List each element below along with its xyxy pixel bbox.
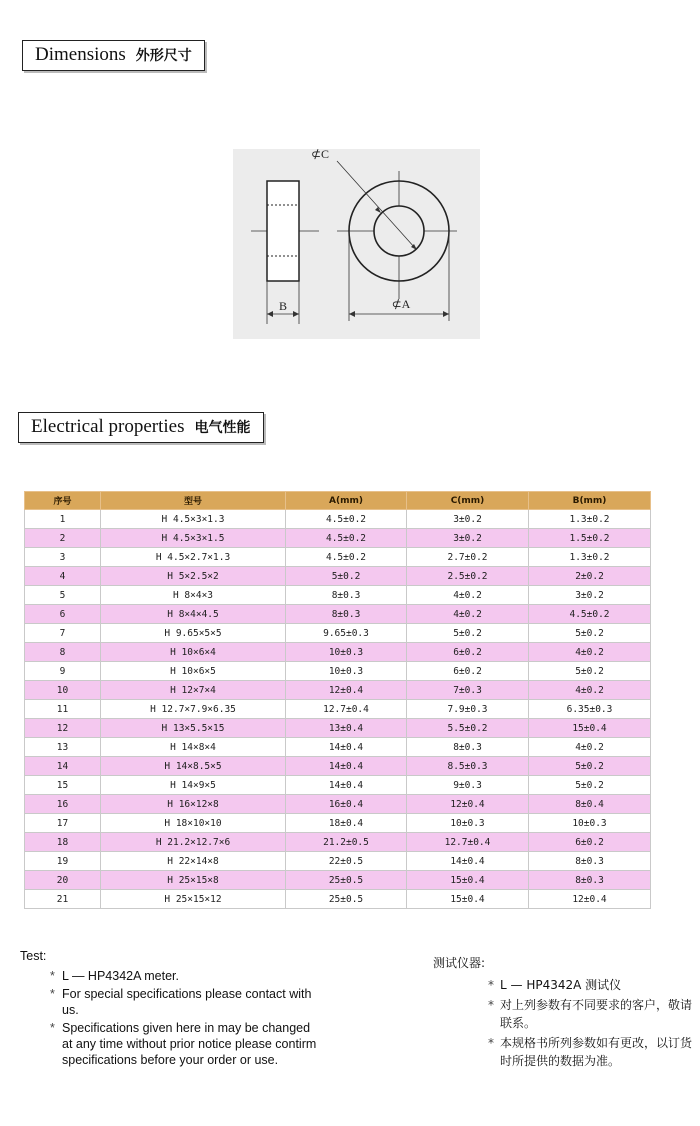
table-cell: 12.7±0.4 [286,700,407,719]
table-cell: 4±0.2 [529,738,651,757]
column-header: A(mm) [286,492,407,510]
table-cell: 10 [25,681,101,700]
table-cell: 8±0.3 [286,605,407,624]
table-cell: 14±0.4 [286,776,407,795]
test-note-item: * For special specifications please contact with us. [50,986,320,1018]
table-row [25,643,651,662]
table-cell: 22±0.5 [286,852,407,871]
table-row [25,871,651,890]
table-cell: H 8×4×3 [101,586,286,605]
table-cell: 9±0.3 [407,776,529,795]
table-cell: 7.9±0.3 [407,700,529,719]
table-cell: H 4.5×2.7×1.3 [101,548,286,567]
column-header: B(mm) [529,492,651,510]
table-cell: 5±0.2 [286,567,407,586]
table-row [25,852,651,871]
table-cell: 16 [25,795,101,814]
table-cell: 1.3±0.2 [529,510,651,529]
table-cell: 14±0.4 [407,852,529,871]
table-cell: 2 [25,529,101,548]
dimensions-section-title [22,40,205,71]
table-cell: 5.5±0.2 [407,719,529,738]
table-cell: 10±0.3 [529,814,651,833]
side-view-body [267,181,299,281]
table-cell: 4.5±0.2 [286,510,407,529]
table-cell: 20 [25,871,101,890]
column-header: C(mm) [407,492,529,510]
table-cell: 4.5±0.2 [286,529,407,548]
table-cell: H 14×8.5×5 [101,757,286,776]
a-arrow-right [443,311,449,317]
b-label: B [278,299,288,313]
table-row [25,814,651,833]
test-note-item: * L — HP4342A 测试仪 [488,976,693,994]
table-cell: 2.5±0.2 [407,567,529,586]
table-cell: H 12.7×7.9×6.35 [101,700,286,719]
table-cell: 18±0.4 [286,814,407,833]
table-cell: 5±0.2 [529,624,651,643]
b-arrow-left [267,311,273,317]
spec-table-container [24,491,650,909]
table-cell: H 14×8×4 [101,738,286,757]
table-cell: H 25×15×8 [101,871,286,890]
table-cell: 14±0.4 [286,757,407,776]
c-arrow-top [375,207,381,213]
dimensions-title-en: Dimensions [35,44,126,65]
inner-circle [374,206,424,256]
table-cell: H 10×6×4 [101,643,286,662]
column-header: 序号 [25,492,101,510]
table-cell: 13±0.4 [286,719,407,738]
table-cell: H 22×14×8 [101,852,286,871]
table-cell: 12.7±0.4 [407,833,529,852]
table-cell: 1.3±0.2 [529,548,651,567]
table-cell: H 25×15×12 [101,890,286,909]
table-cell: 2±0.2 [529,567,651,586]
table-cell: 8±0.3 [407,738,529,757]
table-cell: H 4.5×3×1.5 [101,529,286,548]
table-cell: 25±0.5 [286,871,407,890]
table-cell: 9 [25,662,101,681]
table-cell: 10±0.3 [407,814,529,833]
table-row [25,738,651,757]
table-cell: 5±0.2 [407,624,529,643]
table-cell: 15 [25,776,101,795]
table-cell: H 13×5.5×15 [101,719,286,738]
table-cell: H 5×2.5×2 [101,567,286,586]
test-note-item: * 对上列参数有不同要求的客户，敬请联系。 [488,996,693,1032]
c-label: ⊄C [311,149,330,161]
table-row [25,700,651,719]
table-cell: 18 [25,833,101,852]
table-cell: 15±0.4 [407,890,529,909]
table-cell: H 12×7×4 [101,681,286,700]
table-cell: 9.65±0.3 [286,624,407,643]
table-cell: 12±0.4 [529,890,651,909]
table-cell: H 9.65×5×5 [101,624,286,643]
table-cell: 8±0.3 [529,852,651,871]
table-row [25,529,651,548]
table-cell: 21 [25,890,101,909]
table-cell: 6±0.2 [529,833,651,852]
table-cell: 19 [25,852,101,871]
test-heading-en: Test: [20,949,47,963]
electrical-section-title [18,412,264,443]
table-cell: 4 [25,567,101,586]
table-row [25,833,651,852]
table-row [25,681,651,700]
test-note-item: * Specifications given here in may be changed at any time without prior notice please contirm specifications before your order or use. [50,1020,320,1068]
test-notes-list-cn [488,976,693,1070]
test-notes-en [20,948,320,1070]
table-row [25,719,651,738]
table-cell: 12±0.4 [407,795,529,814]
table-cell: 15±0.4 [529,719,651,738]
table-cell: 8±0.3 [286,586,407,605]
table-cell: 7±0.3 [407,681,529,700]
electrical-title-cn: 电气性能 [194,420,251,436]
table-cell: 3±0.2 [529,586,651,605]
table-cell: 2.7±0.2 [407,548,529,567]
table-cell: 25±0.5 [286,890,407,909]
table-cell: 1.5±0.2 [529,529,651,548]
table-cell: 14±0.4 [286,738,407,757]
table-cell: 12 [25,719,101,738]
table-row [25,624,651,643]
table-cell: H 10×6×5 [101,662,286,681]
table-row [25,567,651,586]
table-cell: 6 [25,605,101,624]
test-note-item: * L — HP4342A meter. [50,968,320,984]
table-cell: H 4.5×3×1.3 [101,510,286,529]
table-cell: 4±0.2 [529,643,651,662]
table-cell: 8.5±0.3 [407,757,529,776]
table-row [25,776,651,795]
table-cell: 10±0.3 [286,643,407,662]
table-header-row [25,492,651,510]
table-cell: 12±0.4 [286,681,407,700]
table-row [25,795,651,814]
table-cell: 5±0.2 [529,757,651,776]
table-cell: 6.35±0.3 [529,700,651,719]
table-cell: 13 [25,738,101,757]
table-row [25,510,651,529]
table-cell: 4.5±0.2 [286,548,407,567]
table-cell: 3±0.2 [407,510,529,529]
table-cell: H 8×4×4.5 [101,605,286,624]
table-cell: 8±0.3 [529,871,651,890]
test-note-item: * 本规格书所列参数如有更改，以订货时所提供的数据为准。 [488,1034,693,1070]
table-cell: H 21.2×12.7×6 [101,833,286,852]
table-cell: 3 [25,548,101,567]
table-cell: H 16×12×8 [101,795,286,814]
test-notes-list-en [50,968,320,1068]
dimensions-title-cn: 外形尺寸 [135,48,192,64]
table-cell: 11 [25,700,101,719]
table-cell: 6±0.2 [407,643,529,662]
table-cell: 6±0.2 [407,662,529,681]
b-arrow-right [293,311,299,317]
table-cell: 4.5±0.2 [529,605,651,624]
electrical-title-en: Electrical properties [31,416,185,437]
table-row [25,890,651,909]
table-cell: H 14×9×5 [101,776,286,795]
table-row [25,605,651,624]
table-row [25,662,651,681]
table-cell: 21.2±0.5 [286,833,407,852]
table-cell: 14 [25,757,101,776]
table-cell: 5 [25,586,101,605]
column-header: 型号 [101,492,286,510]
table-cell: 3±0.2 [407,529,529,548]
table-cell: 17 [25,814,101,833]
table-cell: 4±0.2 [407,586,529,605]
table-cell: 5±0.2 [529,662,651,681]
table-cell: 4±0.2 [529,681,651,700]
test-notes-cn [433,954,693,1072]
table-cell: 4±0.2 [407,605,529,624]
core-dimension-drawing [233,149,480,339]
a-arrow-left [349,311,355,317]
a-label: ⊄A [391,297,411,311]
table-cell: 15±0.4 [407,871,529,890]
table-cell: 7 [25,624,101,643]
table-row [25,586,651,605]
table-cell: 10±0.3 [286,662,407,681]
table-cell: 1 [25,510,101,529]
test-heading-cn: 测试仪器: [433,956,486,970]
toroid-drawing-svg [233,149,480,339]
table-cell: 8±0.4 [529,795,651,814]
spec-table [24,491,651,909]
table-row [25,548,651,567]
table-cell: 8 [25,643,101,662]
table-cell: H 18×10×10 [101,814,286,833]
table-cell: 5±0.2 [529,776,651,795]
table-cell: 16±0.4 [286,795,407,814]
table-body [25,510,651,909]
table-row [25,757,651,776]
